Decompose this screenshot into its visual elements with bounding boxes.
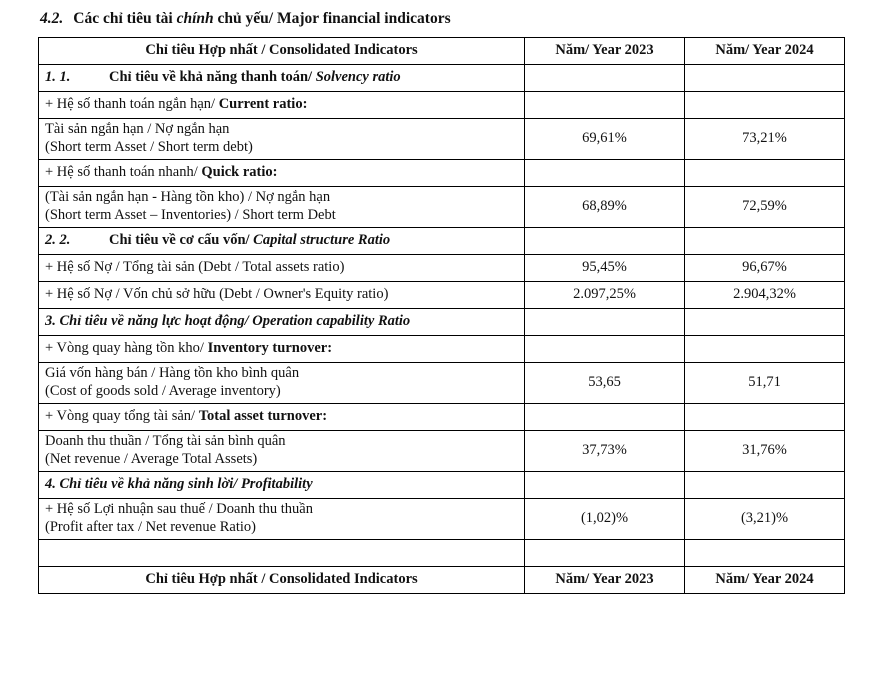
row-label-line2: (Profit after tax / Net revenue Ratio) [45,518,256,535]
page-title [40,10,844,28]
row-label-vi: + Hệ số Nợ / Tổng tài sản (Debt / Total assets ratio) [45,258,345,275]
row-label-plus [39,159,525,186]
row-value-2023 [525,227,685,254]
footer-label-year-2024: Năm/ Year 2024 [685,566,845,593]
row-label-line1: + Hệ số Lợi nhuận sau thuế / Doanh thu thuần [45,500,313,517]
table-row [39,92,845,119]
row-label-plus [39,254,525,281]
row-value-2024: 31,76% [685,430,845,471]
row-value-2023 [525,65,685,92]
row-value-2024: 73,21% [685,119,845,160]
row-label-vi: Chỉ tiêu về cơ cấu vốn/ [109,231,254,248]
table-row-blank [39,539,845,566]
row-value-2024 [685,159,845,186]
row-label-detail [39,186,525,227]
footer-label-year-2023: Năm/ Year 2023 [525,566,685,593]
row-label-vi: + Hệ số thanh toán nhanh/ [45,163,202,180]
row-value-2024 [685,65,845,92]
row-value-2023: 53,65 [525,362,685,403]
row-label-en: Total asset turnover: [198,407,328,424]
row-lead: 1. 1. [45,69,71,86]
financial-indicators-table [38,37,845,594]
row-label-detail [39,498,525,539]
table-header-row [39,38,845,65]
row-label-plus [39,335,525,362]
table-row [39,119,845,160]
table-footer-row [39,566,845,593]
row-label-line2: (Cost of goods sold / Average inventory) [45,382,281,399]
row-lead: 2. 2. [45,231,71,248]
table-row [39,335,845,362]
row-label-plus [39,403,525,430]
row-label-group [39,308,525,335]
row-value-2023: 68,89% [525,186,685,227]
row-label-vi: Chỉ tiêu về năng lực hoạt động/ [59,312,253,329]
row-label-line2: (Net revenue / Average Total Assets) [45,450,258,467]
row-label-line2: (Short term Asset / Short term debt) [45,138,253,155]
row-label-line2: (Short term Asset – Inventories) / Short term Debt [45,206,336,223]
row-label-detail [39,430,525,471]
row-value-2023 [525,335,685,362]
row-label-en: Operation capability Ratio [252,312,411,329]
row-label-en: Current ratio: [218,96,308,113]
row-label-group [39,227,525,254]
section-title-en: Major financial indicators [276,10,451,27]
table-row [39,498,845,539]
row-label-line1: Doanh thu thuần / Tổng tài sản bình quân [45,432,286,449]
row-label-plus [39,281,525,308]
column-header-year-2023: Năm/ Year 2023 [525,38,685,65]
row-label-en: Capital structure Ratio [253,231,391,248]
row-value-2023 [525,92,685,119]
table-row [39,65,845,92]
table-row [39,403,845,430]
row-label-en: Solvency ratio [315,69,401,86]
row-value-2024: 72,59% [685,186,845,227]
column-header-indicators: Chỉ tiêu Hợp nhất / Consolidated Indicators [39,38,525,65]
row-value-2023: 37,73% [525,430,685,471]
row-label-line1: Tài sản ngắn hạn / Nợ ngắn hạn [45,121,230,137]
row-value-2024 [685,308,845,335]
row-value-2023 [525,539,685,566]
row-value-2023 [525,471,685,498]
row-value-2023: 2.097,25% [525,281,685,308]
table-row [39,227,845,254]
row-value-2024 [685,227,845,254]
row-value-2024 [685,335,845,362]
row-value-2023 [525,159,685,186]
footer-label-indicators: Chỉ tiêu Hợp nhất / Consolidated Indicators [39,566,525,593]
row-value-2024 [685,539,845,566]
row-label-line1: Giá vốn hàng bán / Hàng tồn kho bình quân [45,364,300,381]
section-title-vi: Các chỉ tiêu tài [73,10,177,27]
row-value-2023: 69,61% [525,119,685,160]
section-number: 4.2. [40,10,64,27]
row-value-2023: 95,45% [525,254,685,281]
table-row [39,159,845,186]
row-label-vi: + Vòng quay hàng tồn kho/ [45,339,208,356]
row-value-2024: (3,21)% [685,498,845,539]
row-lead: 4. [45,475,56,492]
row-value-2024: 96,67% [685,254,845,281]
row-label-blank [39,539,525,566]
row-value-2024 [685,471,845,498]
row-value-2024: 2.904,32% [685,281,845,308]
table-row [39,308,845,335]
row-label-plus [39,92,525,119]
row-label-vi: + Hệ số Nợ / Vốn chủ sở hữu (Debt / Owner's Equity ratio) [45,285,389,302]
section-title-vi-tail: chủ yếu/ [213,10,277,27]
table-row [39,186,845,227]
row-lead: 3. [45,312,56,329]
row-value-2024 [685,403,845,430]
row-label-group [39,65,525,92]
row-label-vi: Chỉ tiêu về khả năng sinh lời/ [59,475,241,492]
row-label-vi: Chỉ tiêu về khả năng thanh toán/ [109,69,316,86]
row-label-detail [39,119,525,160]
table-row [39,362,845,403]
section-title-vi-italic: chính [176,10,214,27]
row-label-vi: + Vòng quay tổng tài sản/ [45,407,199,424]
row-label-line1: (Tài sản ngắn hạn - Hàng tồn kho) / Nợ ngắn hạn [45,188,331,205]
row-label-vi: + Hệ số thanh toán ngắn hạn/ [45,96,219,113]
row-value-2024 [685,92,845,119]
row-label-en: Inventory turnover: [207,339,333,356]
row-value-2023 [525,403,685,430]
table-row [39,281,845,308]
column-header-year-2024: Năm/ Year 2024 [685,38,845,65]
table-row [39,471,845,498]
row-label-en: Quick ratio: [201,163,278,180]
row-label-en: Profitability [240,475,313,492]
table-row [39,430,845,471]
row-value-2024: 51,71 [685,362,845,403]
table-row [39,254,845,281]
row-label-detail [39,362,525,403]
row-value-2023: (1,02)% [525,498,685,539]
row-label-group [39,471,525,498]
row-value-2023 [525,308,685,335]
